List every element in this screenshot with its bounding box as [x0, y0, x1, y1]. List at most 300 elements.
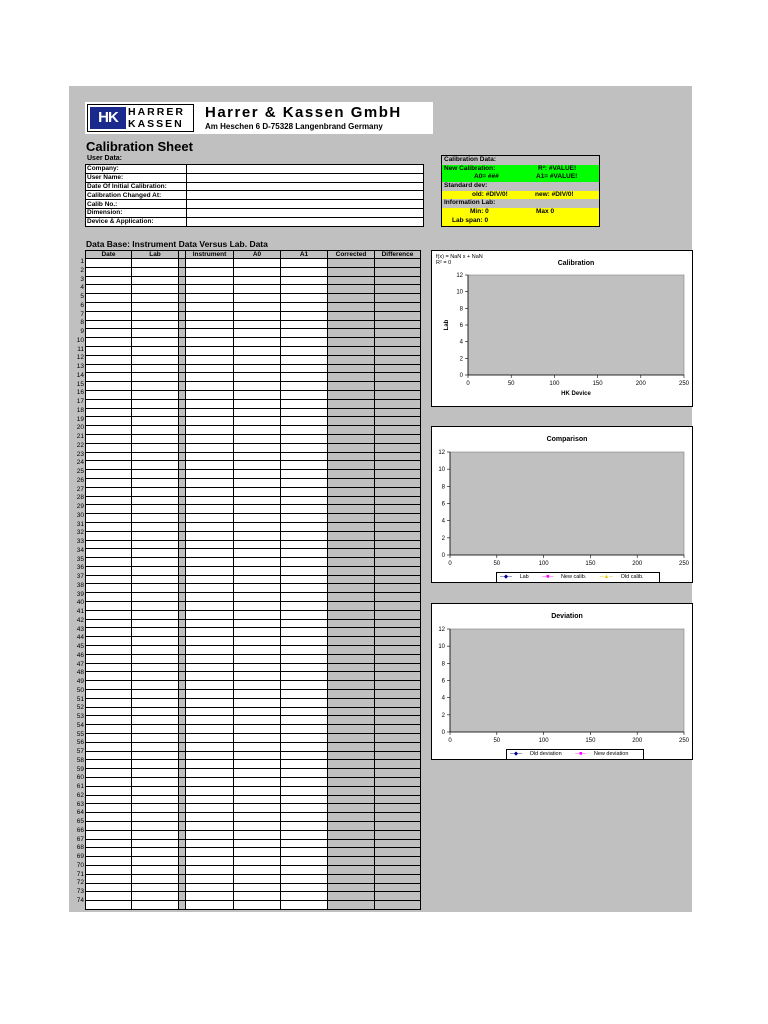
a0-cell[interactable] [234, 399, 281, 408]
instrument-cell[interactable] [186, 619, 234, 628]
lab-cell[interactable] [132, 382, 179, 391]
date-cell[interactable] [86, 575, 132, 584]
a0-cell[interactable] [234, 285, 281, 294]
user-field-value[interactable] [187, 191, 424, 200]
lab-cell[interactable] [132, 804, 179, 813]
a1-cell[interactable] [281, 857, 328, 866]
lab-cell[interactable] [132, 267, 179, 276]
instrument-cell[interactable] [186, 320, 234, 329]
instrument-cell[interactable] [186, 549, 234, 558]
a1-cell[interactable] [281, 865, 328, 874]
a1-cell[interactable] [281, 311, 328, 320]
a1-cell[interactable] [281, 716, 328, 725]
instrument-cell[interactable] [186, 786, 234, 795]
lab-cell[interactable] [132, 329, 179, 338]
date-cell[interactable] [86, 883, 132, 892]
a1-cell[interactable] [281, 267, 328, 276]
date-cell[interactable] [86, 531, 132, 540]
lab-cell[interactable] [132, 681, 179, 690]
date-cell[interactable] [86, 654, 132, 663]
a1-cell[interactable] [281, 390, 328, 399]
date-cell[interactable] [86, 320, 132, 329]
date-cell[interactable] [86, 355, 132, 364]
date-cell[interactable] [86, 795, 132, 804]
date-cell[interactable] [86, 364, 132, 373]
instrument-cell[interactable] [186, 514, 234, 523]
a0-cell[interactable] [234, 452, 281, 461]
date-cell[interactable] [86, 602, 132, 611]
a0-cell[interactable] [234, 496, 281, 505]
date-cell[interactable] [86, 417, 132, 426]
date-cell[interactable] [86, 839, 132, 848]
lab-cell[interactable] [132, 452, 179, 461]
a1-cell[interactable] [281, 531, 328, 540]
instrument-cell[interactable] [186, 417, 234, 426]
a1-cell[interactable] [281, 338, 328, 347]
a1-cell[interactable] [281, 725, 328, 734]
a0-cell[interactable] [234, 734, 281, 743]
a0-cell[interactable] [234, 584, 281, 593]
instrument-cell[interactable] [186, 487, 234, 496]
a0-cell[interactable] [234, 830, 281, 839]
a1-cell[interactable] [281, 690, 328, 699]
lab-cell[interactable] [132, 531, 179, 540]
instrument-cell[interactable] [186, 584, 234, 593]
lab-cell[interactable] [132, 883, 179, 892]
date-cell[interactable] [86, 646, 132, 655]
instrument-cell[interactable] [186, 769, 234, 778]
a0-cell[interactable] [234, 663, 281, 672]
date-cell[interactable] [86, 522, 132, 531]
lab-cell[interactable] [132, 285, 179, 294]
a1-cell[interactable] [281, 610, 328, 619]
a0-cell[interactable] [234, 329, 281, 338]
lab-cell[interactable] [132, 593, 179, 602]
a1-cell[interactable] [281, 778, 328, 787]
a1-cell[interactable] [281, 575, 328, 584]
lab-cell[interactable] [132, 901, 179, 910]
lab-cell[interactable] [132, 874, 179, 883]
a1-cell[interactable] [281, 558, 328, 567]
a0-cell[interactable] [234, 813, 281, 822]
lab-cell[interactable] [132, 496, 179, 505]
lab-cell[interactable] [132, 259, 179, 268]
user-field-value[interactable] [187, 173, 424, 182]
a1-cell[interactable] [281, 487, 328, 496]
instrument-cell[interactable] [186, 267, 234, 276]
lab-cell[interactable] [132, 566, 179, 575]
a1-cell[interactable] [281, 795, 328, 804]
a0-cell[interactable] [234, 822, 281, 831]
instrument-cell[interactable] [186, 593, 234, 602]
date-cell[interactable] [86, 742, 132, 751]
a0-cell[interactable] [234, 901, 281, 910]
a0-cell[interactable] [234, 646, 281, 655]
instrument-cell[interactable] [186, 725, 234, 734]
lab-cell[interactable] [132, 390, 179, 399]
instrument-cell[interactable] [186, 690, 234, 699]
a0-cell[interactable] [234, 786, 281, 795]
a1-cell[interactable] [281, 707, 328, 716]
date-cell[interactable] [86, 874, 132, 883]
a1-cell[interactable] [281, 470, 328, 479]
a1-cell[interactable] [281, 346, 328, 355]
a1-cell[interactable] [281, 549, 328, 558]
instrument-cell[interactable] [186, 346, 234, 355]
user-field-value[interactable] [187, 208, 424, 217]
instrument-cell[interactable] [186, 311, 234, 320]
instrument-cell[interactable] [186, 390, 234, 399]
date-cell[interactable] [86, 390, 132, 399]
a1-cell[interactable] [281, 320, 328, 329]
lab-cell[interactable] [132, 346, 179, 355]
a0-cell[interactable] [234, 672, 281, 681]
date-cell[interactable] [86, 408, 132, 417]
a1-cell[interactable] [281, 584, 328, 593]
date-cell[interactable] [86, 786, 132, 795]
a0-cell[interactable] [234, 417, 281, 426]
instrument-cell[interactable] [186, 883, 234, 892]
instrument-cell[interactable] [186, 901, 234, 910]
a1-cell[interactable] [281, 329, 328, 338]
a0-cell[interactable] [234, 848, 281, 857]
date-cell[interactable] [86, 848, 132, 857]
instrument-cell[interactable] [186, 663, 234, 672]
a0-cell[interactable] [234, 778, 281, 787]
a0-cell[interactable] [234, 575, 281, 584]
date-cell[interactable] [86, 267, 132, 276]
a1-cell[interactable] [281, 478, 328, 487]
lab-cell[interactable] [132, 698, 179, 707]
lab-cell[interactable] [132, 707, 179, 716]
a1-cell[interactable] [281, 654, 328, 663]
instrument-cell[interactable] [186, 259, 234, 268]
a0-cell[interactable] [234, 267, 281, 276]
instrument-cell[interactable] [186, 716, 234, 725]
instrument-cell[interactable] [186, 760, 234, 769]
a1-cell[interactable] [281, 734, 328, 743]
a0-cell[interactable] [234, 320, 281, 329]
instrument-cell[interactable] [186, 892, 234, 901]
a0-cell[interactable] [234, 892, 281, 901]
instrument-cell[interactable] [186, 575, 234, 584]
a0-cell[interactable] [234, 549, 281, 558]
a1-cell[interactable] [281, 452, 328, 461]
lab-cell[interactable] [132, 470, 179, 479]
a0-cell[interactable] [234, 602, 281, 611]
date-cell[interactable] [86, 610, 132, 619]
instrument-cell[interactable] [186, 408, 234, 417]
date-cell[interactable] [86, 778, 132, 787]
instrument-cell[interactable] [186, 804, 234, 813]
a0-cell[interactable] [234, 478, 281, 487]
date-cell[interactable] [86, 690, 132, 699]
instrument-cell[interactable] [186, 452, 234, 461]
a1-cell[interactable] [281, 285, 328, 294]
a0-cell[interactable] [234, 795, 281, 804]
a0-cell[interactable] [234, 443, 281, 452]
date-cell[interactable] [86, 311, 132, 320]
lab-cell[interactable] [132, 892, 179, 901]
instrument-cell[interactable] [186, 602, 234, 611]
a1-cell[interactable] [281, 663, 328, 672]
a0-cell[interactable] [234, 346, 281, 355]
a1-cell[interactable] [281, 434, 328, 443]
date-cell[interactable] [86, 760, 132, 769]
lab-cell[interactable] [132, 663, 179, 672]
lab-cell[interactable] [132, 522, 179, 531]
date-cell[interactable] [86, 434, 132, 443]
lab-cell[interactable] [132, 311, 179, 320]
a1-cell[interactable] [281, 822, 328, 831]
lab-cell[interactable] [132, 461, 179, 470]
lab-cell[interactable] [132, 672, 179, 681]
lab-cell[interactable] [132, 417, 179, 426]
a0-cell[interactable] [234, 426, 281, 435]
a1-cell[interactable] [281, 540, 328, 549]
a0-cell[interactable] [234, 707, 281, 716]
instrument-cell[interactable] [186, 294, 234, 303]
lab-cell[interactable] [132, 742, 179, 751]
instrument-cell[interactable] [186, 373, 234, 382]
date-cell[interactable] [86, 769, 132, 778]
date-cell[interactable] [86, 276, 132, 285]
instrument-cell[interactable] [186, 874, 234, 883]
lab-cell[interactable] [132, 364, 179, 373]
a1-cell[interactable] [281, 681, 328, 690]
a0-cell[interactable] [234, 355, 281, 364]
a0-cell[interactable] [234, 434, 281, 443]
a1-cell[interactable] [281, 839, 328, 848]
date-cell[interactable] [86, 558, 132, 567]
date-cell[interactable] [86, 901, 132, 910]
instrument-cell[interactable] [186, 470, 234, 479]
a1-cell[interactable] [281, 302, 328, 311]
instrument-cell[interactable] [186, 505, 234, 514]
a1-cell[interactable] [281, 751, 328, 760]
a0-cell[interactable] [234, 857, 281, 866]
date-cell[interactable] [86, 540, 132, 549]
instrument-cell[interactable] [186, 822, 234, 831]
a0-cell[interactable] [234, 769, 281, 778]
instrument-cell[interactable] [186, 628, 234, 637]
a1-cell[interactable] [281, 364, 328, 373]
lab-cell[interactable] [132, 426, 179, 435]
a1-cell[interactable] [281, 646, 328, 655]
a1-cell[interactable] [281, 426, 328, 435]
instrument-cell[interactable] [186, 778, 234, 787]
a0-cell[interactable] [234, 804, 281, 813]
date-cell[interactable] [86, 865, 132, 874]
a0-cell[interactable] [234, 681, 281, 690]
a1-cell[interactable] [281, 566, 328, 575]
date-cell[interactable] [86, 716, 132, 725]
a0-cell[interactable] [234, 760, 281, 769]
instrument-cell[interactable] [186, 329, 234, 338]
date-cell[interactable] [86, 426, 132, 435]
lab-cell[interactable] [132, 628, 179, 637]
a0-cell[interactable] [234, 690, 281, 699]
instrument-cell[interactable] [186, 707, 234, 716]
instrument-cell[interactable] [186, 795, 234, 804]
a0-cell[interactable] [234, 294, 281, 303]
a1-cell[interactable] [281, 813, 328, 822]
a1-cell[interactable] [281, 848, 328, 857]
date-cell[interactable] [86, 259, 132, 268]
date-cell[interactable] [86, 619, 132, 628]
a0-cell[interactable] [234, 628, 281, 637]
date-cell[interactable] [86, 566, 132, 575]
date-cell[interactable] [86, 329, 132, 338]
a0-cell[interactable] [234, 725, 281, 734]
a0-cell[interactable] [234, 874, 281, 883]
lab-cell[interactable] [132, 355, 179, 364]
instrument-cell[interactable] [186, 865, 234, 874]
a1-cell[interactable] [281, 399, 328, 408]
lab-cell[interactable] [132, 690, 179, 699]
a0-cell[interactable] [234, 839, 281, 848]
date-cell[interactable] [86, 338, 132, 347]
a0-cell[interactable] [234, 558, 281, 567]
lab-cell[interactable] [132, 760, 179, 769]
a0-cell[interactable] [234, 364, 281, 373]
a0-cell[interactable] [234, 716, 281, 725]
date-cell[interactable] [86, 637, 132, 646]
instrument-cell[interactable] [186, 813, 234, 822]
date-cell[interactable] [86, 514, 132, 523]
lab-cell[interactable] [132, 813, 179, 822]
lab-cell[interactable] [132, 619, 179, 628]
instrument-cell[interactable] [186, 496, 234, 505]
a1-cell[interactable] [281, 672, 328, 681]
instrument-cell[interactable] [186, 558, 234, 567]
instrument-cell[interactable] [186, 302, 234, 311]
lab-cell[interactable] [132, 830, 179, 839]
lab-cell[interactable] [132, 769, 179, 778]
date-cell[interactable] [86, 346, 132, 355]
a1-cell[interactable] [281, 742, 328, 751]
instrument-cell[interactable] [186, 637, 234, 646]
user-field-value[interactable] [187, 217, 424, 226]
instrument-cell[interactable] [186, 434, 234, 443]
a1-cell[interactable] [281, 514, 328, 523]
lab-cell[interactable] [132, 558, 179, 567]
a1-cell[interactable] [281, 593, 328, 602]
a0-cell[interactable] [234, 751, 281, 760]
instrument-cell[interactable] [186, 566, 234, 575]
date-cell[interactable] [86, 443, 132, 452]
lab-cell[interactable] [132, 373, 179, 382]
instrument-cell[interactable] [186, 461, 234, 470]
instrument-cell[interactable] [186, 610, 234, 619]
date-cell[interactable] [86, 461, 132, 470]
a0-cell[interactable] [234, 505, 281, 514]
instrument-cell[interactable] [186, 848, 234, 857]
lab-cell[interactable] [132, 408, 179, 417]
a1-cell[interactable] [281, 276, 328, 285]
a0-cell[interactable] [234, 637, 281, 646]
lab-cell[interactable] [132, 786, 179, 795]
instrument-cell[interactable] [186, 426, 234, 435]
a0-cell[interactable] [234, 742, 281, 751]
a1-cell[interactable] [281, 830, 328, 839]
a0-cell[interactable] [234, 514, 281, 523]
instrument-cell[interactable] [186, 830, 234, 839]
lab-cell[interactable] [132, 575, 179, 584]
lab-cell[interactable] [132, 848, 179, 857]
lab-cell[interactable] [132, 443, 179, 452]
instrument-cell[interactable] [186, 443, 234, 452]
date-cell[interactable] [86, 584, 132, 593]
a0-cell[interactable] [234, 470, 281, 479]
lab-cell[interactable] [132, 302, 179, 311]
a1-cell[interactable] [281, 892, 328, 901]
a1-cell[interactable] [281, 461, 328, 470]
a1-cell[interactable] [281, 496, 328, 505]
a1-cell[interactable] [281, 382, 328, 391]
date-cell[interactable] [86, 593, 132, 602]
a0-cell[interactable] [234, 302, 281, 311]
date-cell[interactable] [86, 373, 132, 382]
lab-cell[interactable] [132, 646, 179, 655]
instrument-cell[interactable] [186, 478, 234, 487]
a1-cell[interactable] [281, 505, 328, 514]
a0-cell[interactable] [234, 610, 281, 619]
a1-cell[interactable] [281, 443, 328, 452]
date-cell[interactable] [86, 698, 132, 707]
instrument-cell[interactable] [186, 839, 234, 848]
a1-cell[interactable] [281, 698, 328, 707]
lab-cell[interactable] [132, 320, 179, 329]
a0-cell[interactable] [234, 522, 281, 531]
lab-cell[interactable] [132, 637, 179, 646]
lab-cell[interactable] [132, 610, 179, 619]
a0-cell[interactable] [234, 373, 281, 382]
lab-cell[interactable] [132, 654, 179, 663]
a1-cell[interactable] [281, 373, 328, 382]
lab-cell[interactable] [132, 734, 179, 743]
lab-cell[interactable] [132, 725, 179, 734]
instrument-cell[interactable] [186, 522, 234, 531]
lab-cell[interactable] [132, 584, 179, 593]
instrument-cell[interactable] [186, 276, 234, 285]
lab-cell[interactable] [132, 399, 179, 408]
date-cell[interactable] [86, 857, 132, 866]
a0-cell[interactable] [234, 382, 281, 391]
lab-cell[interactable] [132, 822, 179, 831]
date-cell[interactable] [86, 813, 132, 822]
a1-cell[interactable] [281, 804, 328, 813]
date-cell[interactable] [86, 382, 132, 391]
a0-cell[interactable] [234, 338, 281, 347]
user-field-value[interactable] [187, 200, 424, 209]
a0-cell[interactable] [234, 408, 281, 417]
instrument-cell[interactable] [186, 355, 234, 364]
date-cell[interactable] [86, 892, 132, 901]
date-cell[interactable] [86, 452, 132, 461]
date-cell[interactable] [86, 549, 132, 558]
lab-cell[interactable] [132, 276, 179, 285]
a1-cell[interactable] [281, 294, 328, 303]
date-cell[interactable] [86, 681, 132, 690]
lab-cell[interactable] [132, 505, 179, 514]
date-cell[interactable] [86, 399, 132, 408]
a1-cell[interactable] [281, 417, 328, 426]
a0-cell[interactable] [234, 259, 281, 268]
instrument-cell[interactable] [186, 646, 234, 655]
date-cell[interactable] [86, 628, 132, 637]
a1-cell[interactable] [281, 874, 328, 883]
